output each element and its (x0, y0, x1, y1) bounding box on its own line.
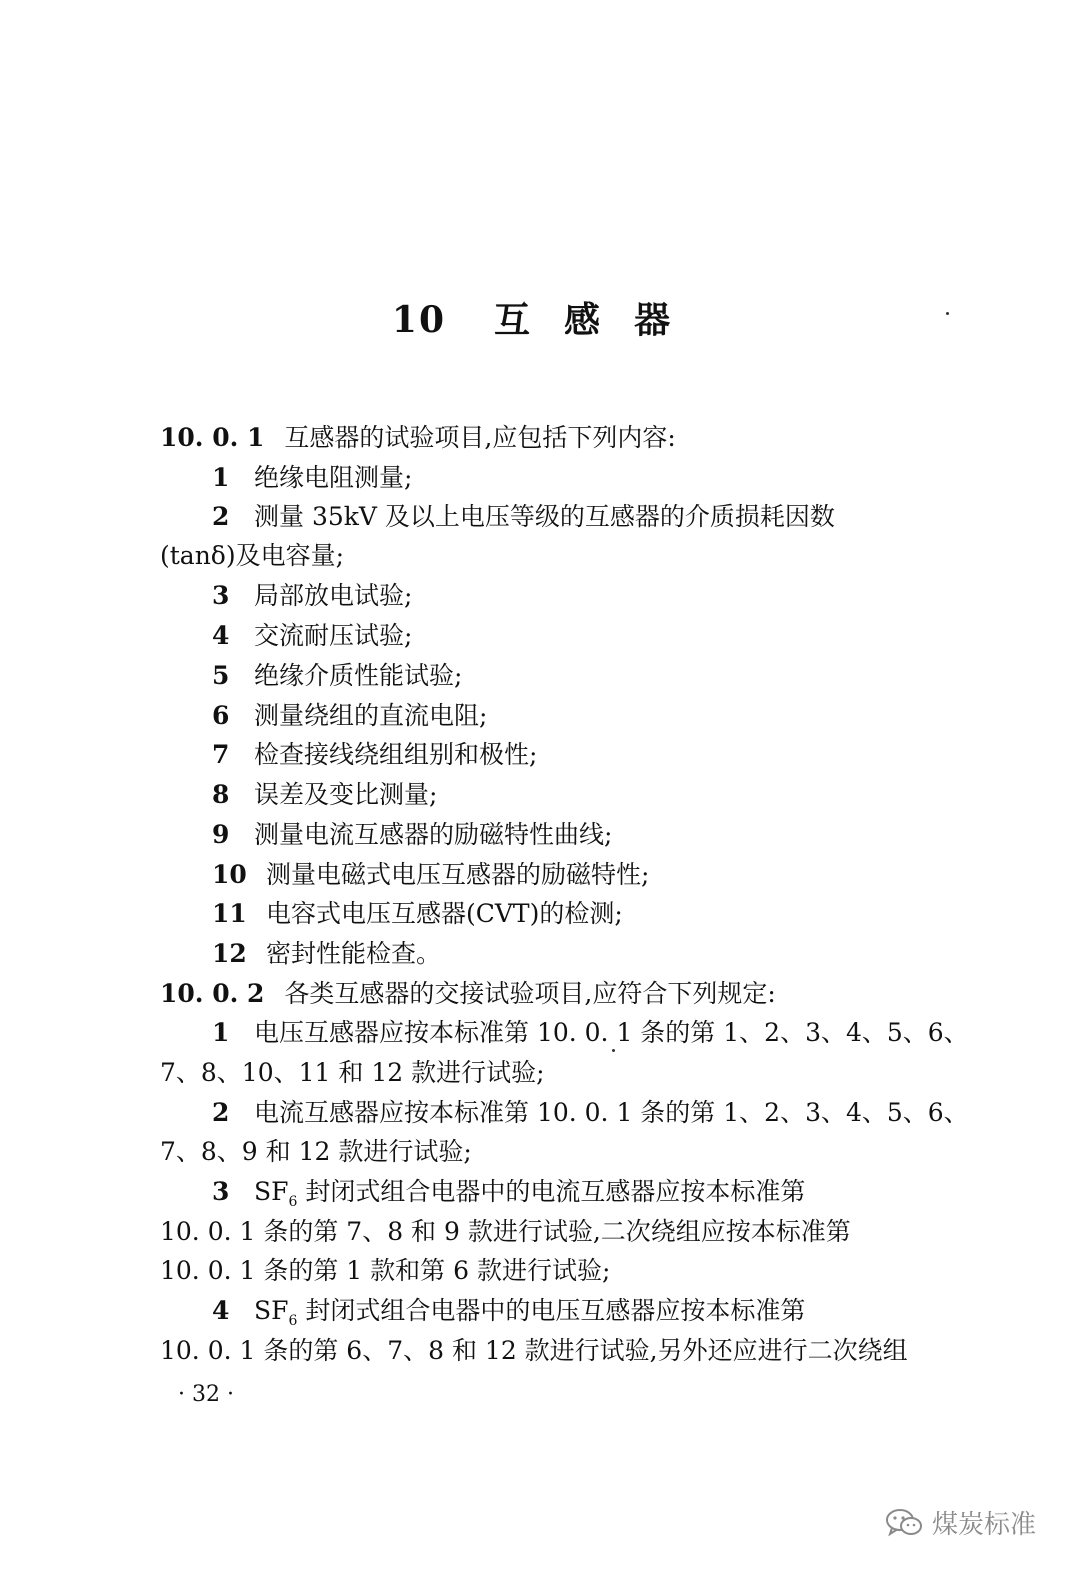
list-item: 3 局部放电试验; (212, 581, 413, 610)
list-item: 1 绝缘电阻测量; (212, 463, 413, 492)
chapter-title-char: 互 (494, 299, 533, 341)
list-item: 3 $SF_6$ 封闭式组合电器中的电流互感器应按本标准第 (212, 1177, 806, 1210)
clause-10-0-1 (160, 423, 676, 453)
page-number: · 32 · (178, 1382, 234, 1407)
list-item: 2 测量 35kV 及以上电压等级的互感器的介质损耗因数 (212, 502, 835, 531)
clause-10-0-2 (160, 979, 776, 1009)
list-item-continuation: 7、8、9 和 12 款进行试验; (160, 1137, 472, 1166)
list-item: 7 检查接线绕组组别和极性; (212, 740, 538, 769)
list-item: 12 密封性能检查。 (212, 939, 442, 968)
chapter-number: 10 (391, 299, 447, 341)
list-item: 4 交流耐压试验; (212, 621, 413, 650)
scan-speck (946, 312, 949, 315)
chapter-title-char: 器 (634, 299, 673, 341)
list-item: 11 电容式电压互感器(CVT)的检测; (212, 899, 623, 928)
wechat-icon (884, 1507, 924, 1539)
clause-number: 10. 0. 1 (160, 423, 265, 452)
list-item: 5 绝缘介质性能试验; (212, 661, 463, 690)
watermark (884, 1504, 1036, 1541)
list-item-continuation: 10. 0. 1 条的第 6、7、8 和 12 款进行试验,另外还应进行二次绕组 (160, 1336, 908, 1365)
scan-speck (612, 1049, 615, 1052)
list-item: 9 测量电流互感器的励磁特性曲线; (212, 820, 613, 849)
list-item: 1 电压互感器应按本标准第 10. 0. 1 条的第 1、2、3、4、5、6、 (212, 1018, 969, 1047)
watermark-text: 煤炭标准 (931, 1510, 1036, 1540)
chapter-title-char: 感 (564, 299, 603, 341)
list-item-continuation: (tanδ)及电容量; (160, 541, 345, 570)
list-item: 8 误差及变比测量; (212, 780, 438, 809)
clause-text: 互感器的试验项目,应包括下列内容: (284, 423, 676, 452)
clause-text: 各类互感器的交接试验项目,应符合下列规定: (284, 979, 776, 1008)
list-item: 6 测量绕组的直流电阻; (212, 701, 488, 730)
list-item-continuation: 10. 0. 1 条的第 1 款和第 6 款进行试验; (160, 1256, 611, 1285)
list-item: 4 $SF_6$ 封闭式组合电器中的电压互感器应按本标准第 (212, 1296, 806, 1329)
list-item: 10 测量电磁式电压互感器的励磁特性; (212, 860, 650, 889)
clause-number: 10. 0. 2 (160, 979, 265, 1008)
list-item-continuation: 7、8、10、11 和 12 款进行试验; (160, 1058, 545, 1087)
chapter-title (0, 292, 1080, 343)
list-item-continuation: 10. 0. 1 条的第 7、8 和 9 款进行试验,二次绕组应按本标准第 (160, 1217, 851, 1246)
list-item: 2 电流互感器应按本标准第 10. 0. 1 条的第 1、2、3、4、5、6、 (212, 1098, 969, 1127)
